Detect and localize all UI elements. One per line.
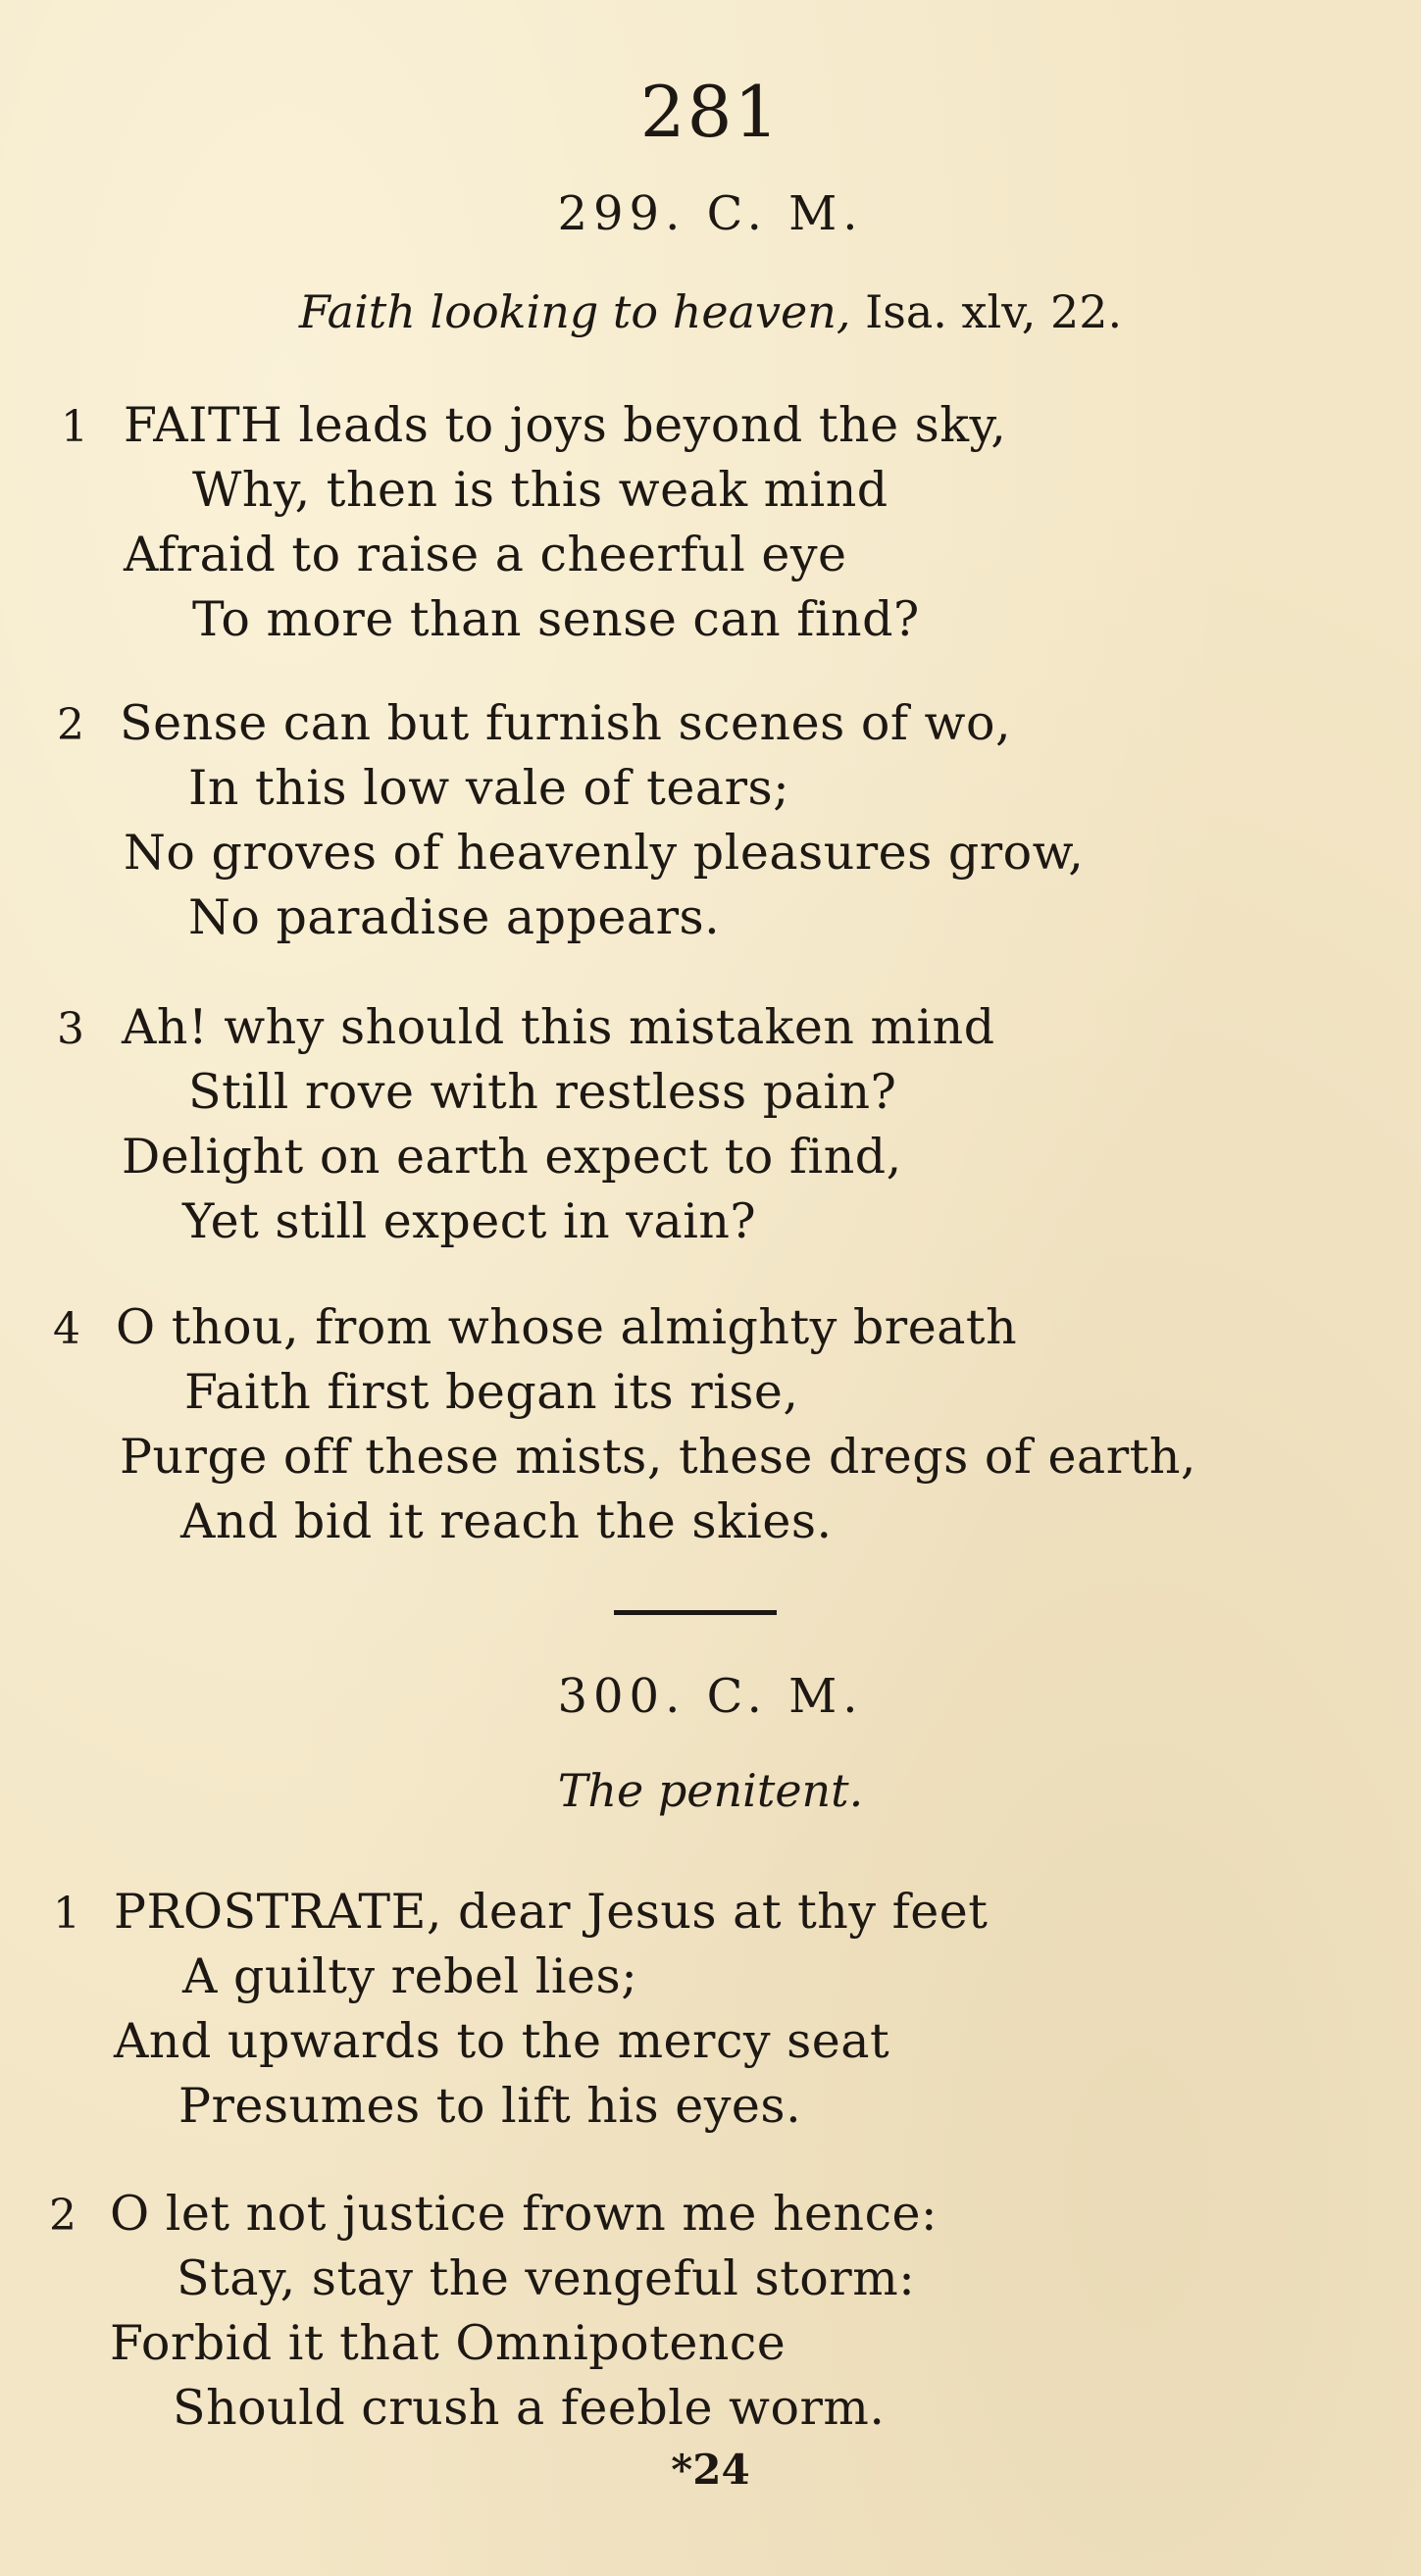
verse-line: To more than sense can find? bbox=[192, 591, 920, 647]
verse-number: 1 bbox=[61, 402, 88, 452]
verse-line: Faith first began its rise, bbox=[184, 1364, 799, 1420]
verse-number: 3 bbox=[57, 1004, 84, 1054]
verse-line: Presumes to lift his eyes. bbox=[178, 2078, 802, 2134]
verse-number: 1 bbox=[53, 1889, 80, 1939]
hymn-299-scripture-ref: Isa. xlv, 22. bbox=[850, 285, 1123, 338]
verse-line: FAITH leads to joys beyond the sky, bbox=[124, 397, 1007, 453]
verse-line: Ah! why should this mistaken mind bbox=[122, 999, 995, 1055]
verse-line: No groves of heavenly pleasures grow, bbox=[124, 825, 1085, 881]
hymn-300-heading: 300. C. M. bbox=[557, 1669, 864, 1724]
verse-line: Stay, stay the vengeful storm: bbox=[177, 2250, 916, 2306]
page-number: 281 bbox=[639, 71, 782, 153]
verse-line: Delight on earth expect to find, bbox=[122, 1129, 902, 1185]
verse-number: 2 bbox=[49, 2191, 76, 2241]
hymn-299-subtitle-italic: Faith looking to heaven, bbox=[298, 285, 851, 338]
verse-line: No paradise appears. bbox=[188, 889, 721, 945]
verse-number: 4 bbox=[53, 1304, 80, 1354]
verse-line: Purge off these mists, these dregs of earth, bbox=[120, 1429, 1196, 1485]
verse-line: Afraid to raise a cheerful eye bbox=[124, 527, 847, 582]
verse-line: Why, then is this weak mind bbox=[192, 462, 888, 518]
verse-line: And bid it reach the skies. bbox=[180, 1493, 833, 1549]
verse-line: In this low vale of tears; bbox=[188, 760, 790, 816]
verse-number: 2 bbox=[57, 700, 84, 750]
hymn-300-subtitle-italic: The penitent. bbox=[557, 1764, 864, 1817]
verse-line: O let not justice frown me hence: bbox=[110, 2186, 939, 2242]
verse-line: Should crush a feeble worm. bbox=[173, 2380, 886, 2436]
verse-line: Forbid it that Omnipotence bbox=[110, 2315, 787, 2371]
verse-line: And upwards to the mercy seat bbox=[114, 2013, 890, 2069]
verse-line: PROSTRATE, dear Jesus at thy feet bbox=[114, 1884, 989, 1940]
hymn-300-subtitle bbox=[0, 1765, 1421, 1816]
verse-line: A guilty rebel lies; bbox=[182, 1948, 638, 2004]
verse-line: Still rove with restless pain? bbox=[188, 1064, 897, 1120]
verse-line: O thou, from whose almighty breath bbox=[116, 1299, 1018, 1355]
hymn-299-subtitle bbox=[0, 286, 1421, 337]
verse-line: Sense can but furnish scenes of wo, bbox=[120, 695, 1012, 751]
signature-mark: *24 bbox=[671, 2446, 750, 2494]
verse-line: Yet still expect in vain? bbox=[182, 1193, 757, 1249]
hymn-299-heading: 299. C. M. bbox=[557, 186, 864, 241]
section-divider bbox=[614, 1610, 777, 1615]
